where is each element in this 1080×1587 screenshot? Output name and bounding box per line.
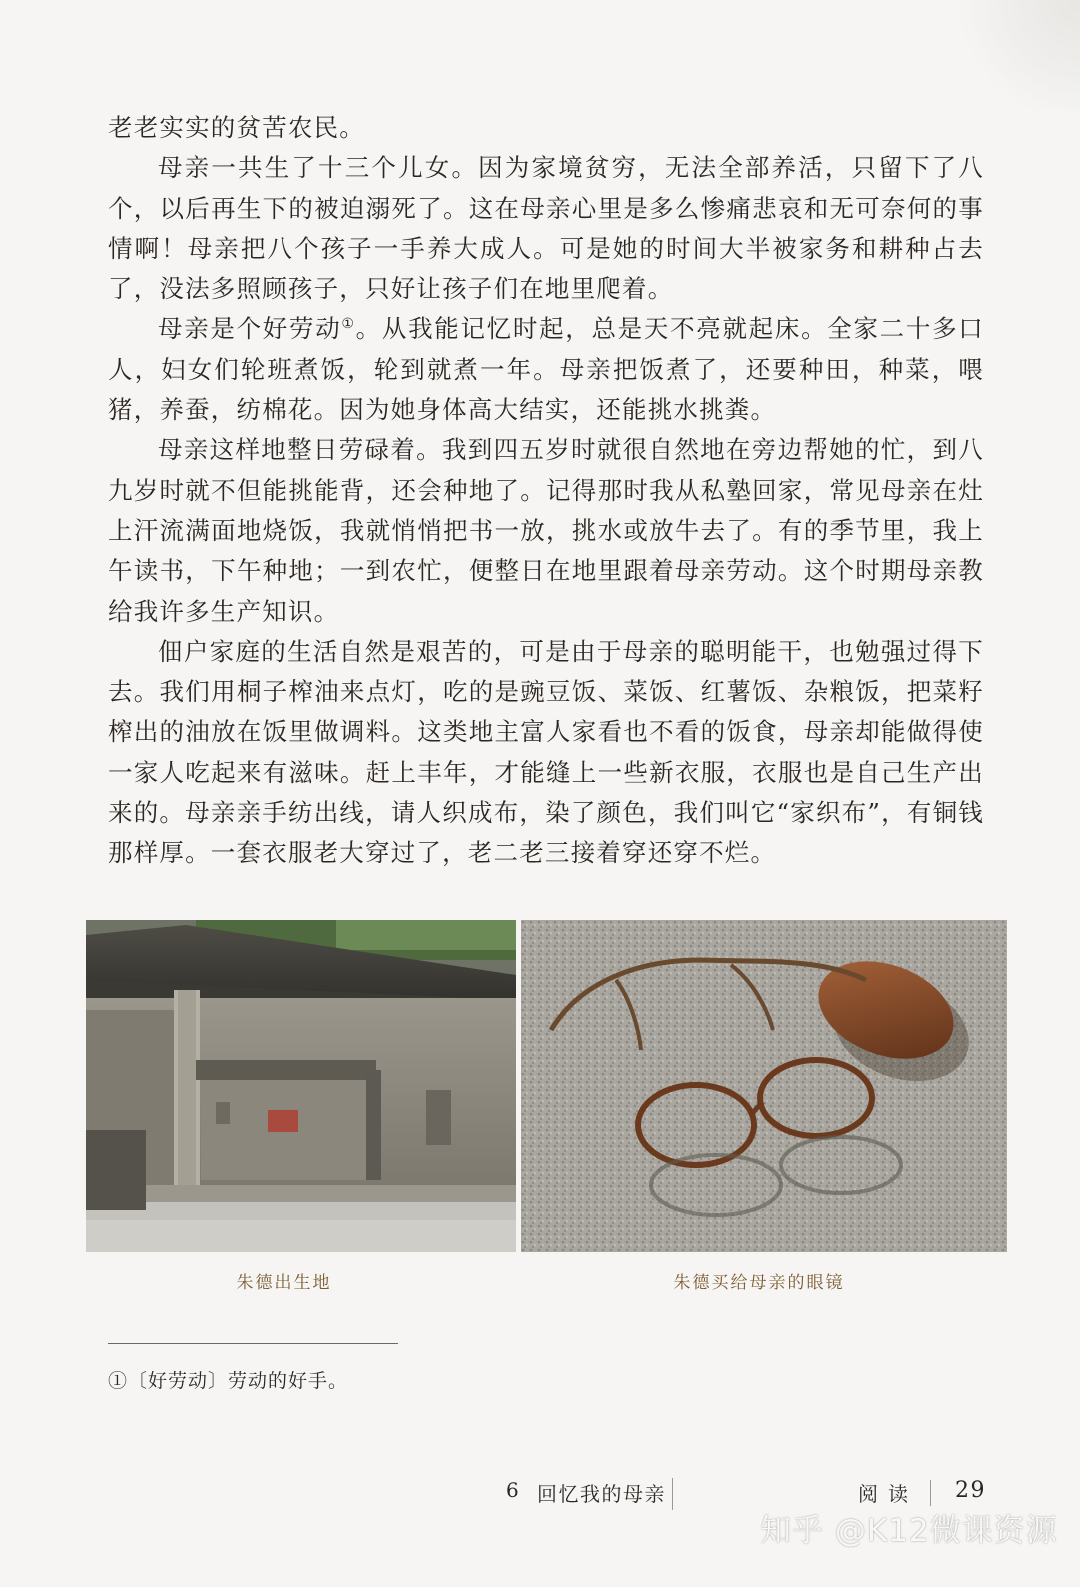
footer-divider	[930, 1480, 931, 1506]
paragraph-4: 母亲这样地整日劳碌着。我到四五岁时就很自然地在旁边帮她的忙，到八九岁时就不但能挑能背，还会种地了。记得那时我从私塾回家，常见母亲在灶上汗流满面地烧饭，我就悄悄把书一放，挑水或放牛去了。有的季节里，我上午读书，下午种地；一到农忙，便整日在地里跟着母亲劳动。这个时期母亲教给我许多生产知识。	[108, 435, 984, 626]
birthplace-caption: 朱德出生地	[236, 1273, 332, 1293]
paragraph-3-rest: 。从我能记忆时起，总是天不亮就起床。全家二十多口人，妇女们轮班煮饭，轮到就煮一年。母亲把饭煮了，还要种田，种菜，喂猪，养蚕，纺棉花。因为她身体高大结实，还能挑水挑粪。	[108, 314, 984, 425]
body-text	[108, 108, 984, 874]
footer-divider	[672, 1478, 673, 1510]
paragraph-2: 母亲一共生了十三个儿女。因为家境贫穷，无法全部养活，只留下了八个，以后再生下的被迫溺死了。这在母亲心里是多么惨痛悲哀和无可奈何的事情啊！母亲把八个孩子一手养大成人。可是她的时间大半被家务和耕种占去了，没法多照顾孩子，只好让孩子们在地里爬着。	[108, 153, 984, 304]
chapter-number: 6	[506, 1478, 521, 1502]
section-label: 阅读	[858, 1482, 918, 1506]
footnote-marker[interactable]: ①	[341, 316, 356, 333]
footnote-divider	[108, 1343, 398, 1344]
glasses-caption: 朱德买给母亲的眼镜	[673, 1273, 845, 1293]
paragraph-5: 佃户家庭的生活自然是艰苦的，可是由于母亲的聪明能干，也勉强过得下去。我们用桐子榨油来点灯，吃的是豌豆饭、菜饭、红薯饭、杂粮饭，把菜籽榨出的油放在饭里做调料。这类地主富人家看也不看的饭食，母亲却能做得使一家人吃起来有滋味。赶上丰年，才能缝上一些新衣服，衣服也是自己生产出来的。母亲亲手纺出线，请人织成布，染了颜色，我们叫它“家织布”，有铜钱那样厚。一套衣服老大穿过了，老二老三接着穿还穿不烂。	[108, 636, 984, 868]
paragraph-3-lead: 母亲是个好劳动	[158, 314, 342, 344]
birthplace-photo	[86, 920, 516, 1252]
page-corner-decoration	[960, 0, 1080, 110]
watermark: 知乎 @K12微课资源	[760, 1513, 1058, 1549]
footnote: ①〔好劳动〕劳动的好手。	[108, 1370, 349, 1392]
chapter-title: 回忆我的母亲	[537, 1482, 666, 1506]
paragraph-1: 老老实实的贫苦农民。	[108, 113, 365, 142]
paragraph-3	[108, 309, 984, 430]
glasses-photo	[521, 920, 1007, 1252]
page-number: 29	[955, 1478, 986, 1503]
